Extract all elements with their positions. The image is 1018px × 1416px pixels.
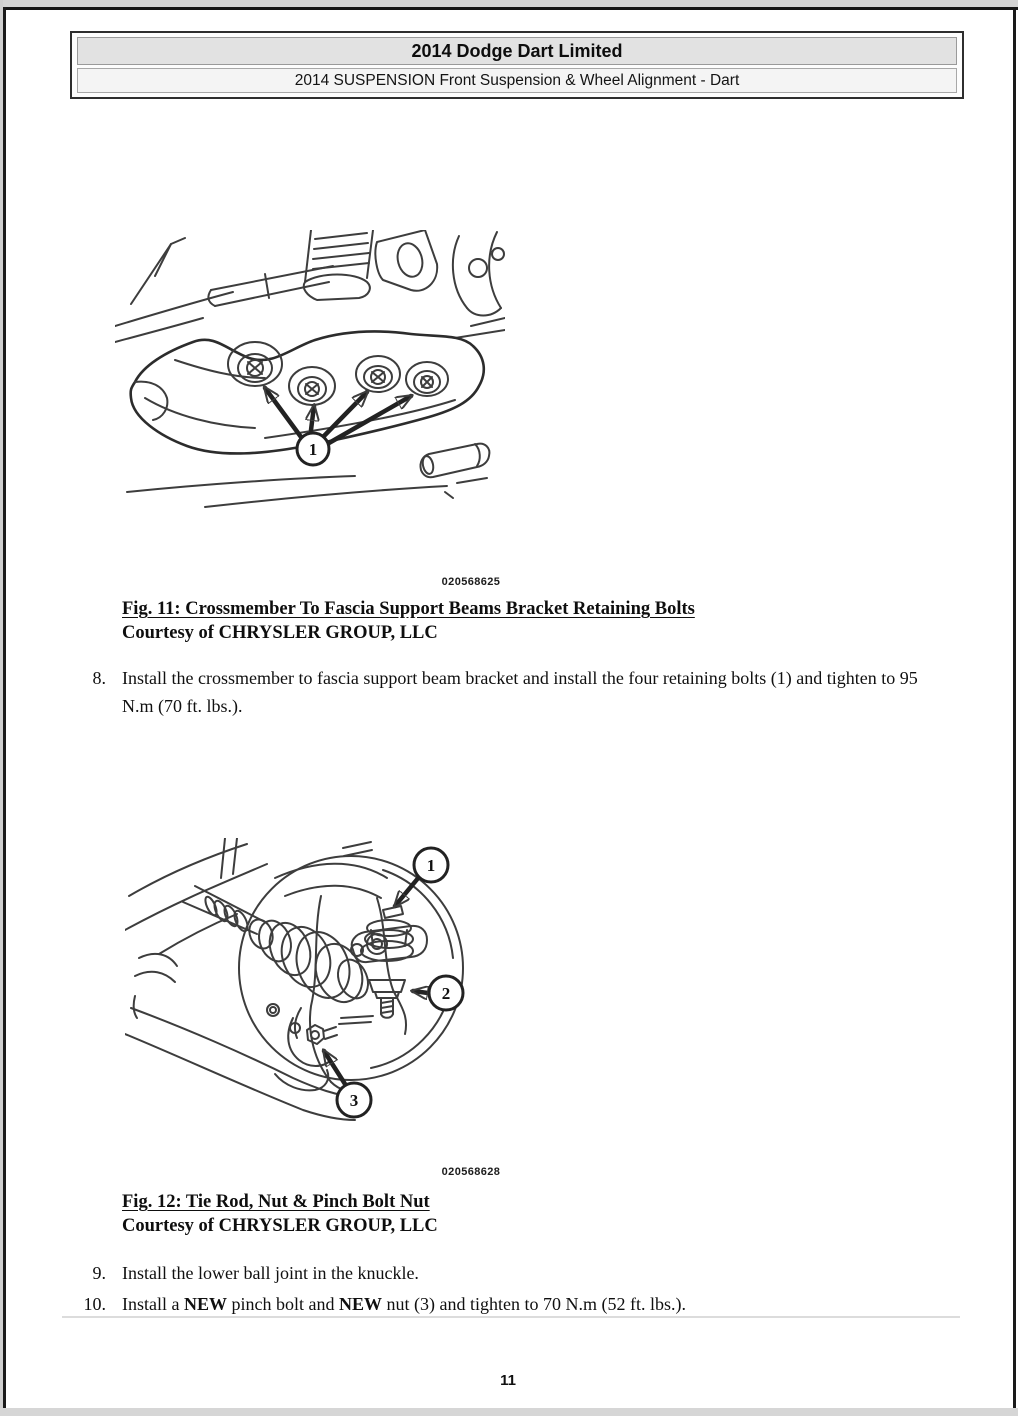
- step-8: [0, 664, 928, 720]
- retaining-bolt-1: [228, 342, 282, 386]
- retaining-bolt-2: [289, 367, 335, 405]
- scan-edge-right-black: [1013, 10, 1016, 1408]
- cv-boot: [245, 916, 373, 1009]
- step-9-number: 9.: [92, 1263, 106, 1283]
- figure-11-caption-title: Fig. 11: Crossmember To Fascia Support Beams Bracket Retaining Bolts: [122, 599, 695, 619]
- figure-11-image-id: 020568625: [441, 576, 501, 588]
- scan-edge-bottom-gray: [0, 1408, 1018, 1416]
- retaining-bolt-4: [406, 362, 448, 396]
- callout-arrow-stud: [413, 991, 428, 993]
- figure-12-image-id: 020568628: [441, 1166, 501, 1178]
- figure-12-courtesy: Courtesy of CHRYSLER GROUP, LLC: [122, 1216, 438, 1236]
- callout-arrow-bolt2: [311, 406, 314, 430]
- step-8-text: Install the crossmember to fascia support beam bracket and install the four retaining bolts (1) and tighten to 95 N.m (70 ft. lbs.).: [122, 668, 918, 716]
- figure-12-caption: [122, 1190, 438, 1238]
- scan-edge-top-black: [0, 7, 1018, 10]
- step-9-text: Install the lower ball joint in the knuckle.: [122, 1263, 419, 1283]
- strut-hatching: [313, 233, 369, 269]
- step-8-number: 8.: [92, 668, 106, 688]
- footer-divider: [62, 1316, 960, 1318]
- callout-1-label: 1: [426, 856, 436, 875]
- step-10: [0, 1290, 928, 1318]
- callout-1-label: 1: [308, 440, 318, 459]
- step-10-number: 10.: [83, 1294, 106, 1314]
- step-9: [0, 1259, 928, 1287]
- callout-arrow-bolt1: [265, 388, 301, 437]
- figure-12-caption-title: Fig. 12: Tie Rod, Nut & Pinch Bolt Nut: [122, 1192, 430, 1212]
- knuckle-bracket: [352, 926, 427, 962]
- figure-11-illustration: [115, 230, 505, 518]
- retaining-bolt-3: [356, 356, 400, 392]
- page-subtitle: 2014 SUSPENSION Front Suspension & Wheel Alignment - Dart: [77, 68, 957, 93]
- scan-edge-top-gray: [0, 0, 1018, 7]
- figure-12-illustration: [125, 838, 481, 1160]
- figure-11-courtesy: Courtesy of CHRYSLER GROUP, LLC: [122, 623, 438, 643]
- brake-shield-circle: [239, 856, 463, 1080]
- callout-3-label: 3: [349, 1091, 359, 1110]
- page-number: 11: [500, 1372, 516, 1389]
- ball-joint-stud: [369, 980, 405, 1018]
- figure-11-caption: [122, 597, 695, 645]
- pinch-bolt: [307, 1025, 337, 1044]
- callout-2-label: 2: [441, 984, 451, 1003]
- step-10-text: Install a NEW pinch bolt and NEW nut (3) and tighten to 70 N.m (52 ft. lbs.).: [122, 1294, 686, 1314]
- header-box: [70, 31, 964, 99]
- page-title: 2014 Dodge Dart Limited: [77, 37, 957, 65]
- tie-rod-nut: [361, 906, 413, 961]
